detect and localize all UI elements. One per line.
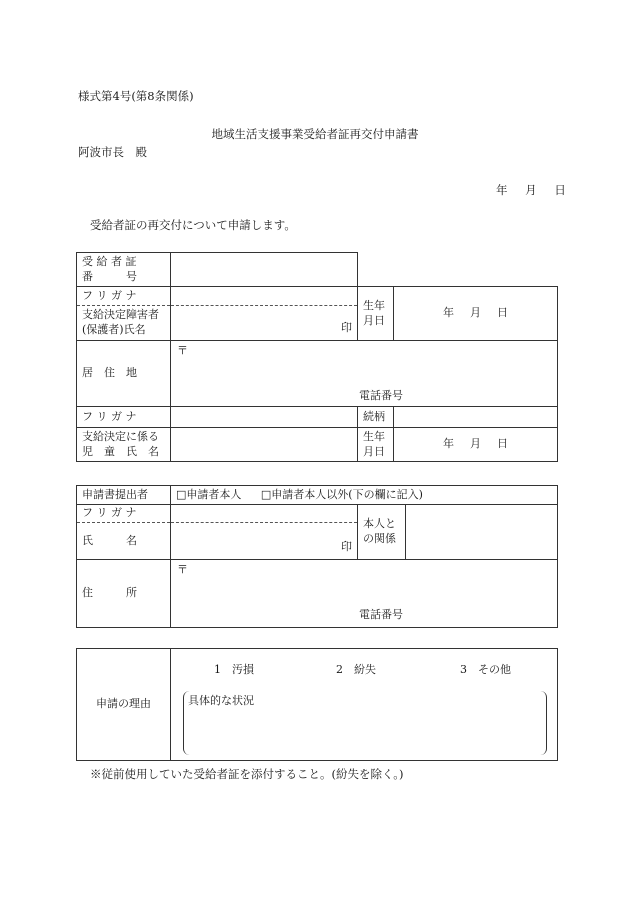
recipient-table [76,252,558,462]
postal-mark: 〒 [177,344,188,357]
seal-mark: 印 [341,321,352,335]
reason-table [76,648,558,761]
child-birth-label: 生年 月日 [358,428,394,462]
submitter-label: 申請書提出者 [77,486,171,505]
birth-label: 生年 月日 [358,287,394,341]
child-name-field[interactable] [171,428,358,462]
child-birth-date-field[interactable]: 年 月 日 [394,428,558,462]
phone-label: 電話番号 [359,389,403,402]
form-number: 様式第4号(第8条関係) [78,89,194,103]
submitter-table [76,485,558,628]
reason-label: 申請の理由 [77,649,171,761]
submitter-name-label: 氏 名 [77,523,171,560]
address-field[interactable] [171,341,558,407]
reason-option-soiled[interactable]: 1 汚損 [214,663,254,676]
postal-mark: 〒 [177,563,188,576]
relationship-field[interactable] [406,505,558,560]
furigana-label: フ リ ガ ナ [77,287,171,306]
reason-option-other[interactable]: 3 その他 [460,663,511,676]
phone-label: 電話番号 [359,608,403,621]
relation-label: 続柄 [358,407,394,428]
footnote: ※従前使用していた受給者証を添付すること。(紛失を除く。) [90,767,404,781]
intro-text: 受給者証の再交付について申請します。 [90,218,296,232]
option-self-checkbox[interactable]: □申請者本人 [176,487,242,501]
form-title: 地域生活支援事業受給者証再交付申請書 [211,127,419,141]
seal-mark: 印 [341,540,352,554]
guardian-name-field[interactable] [171,306,358,341]
reason-content [171,649,558,761]
reason-option-lost[interactable]: 2 紛失 [336,663,376,676]
guardian-name-label: 支給決定障害者 (保護者)氏名 [77,306,171,341]
addressee: 阿波市長 殿 [78,145,147,159]
submitter-name-field[interactable] [171,523,358,560]
birth-date-field[interactable]: 年 月 日 [394,287,558,341]
application-date: 年 月 日 [496,183,566,197]
details-label: 具体的な状況 [188,694,254,707]
child-name-label: 支給決定に係る 児 童 氏 名 [77,428,171,462]
option-other-checkbox[interactable]: □申請者本人以外(下の欄に記入) [260,487,423,501]
cert-number-label: 受 給 者 証 番 号 [77,253,171,287]
submitter-furigana-label: フ リ ガ ナ [77,505,171,523]
submitter-address-label: 住 所 [77,560,171,628]
submitter-options [171,486,558,505]
child-furigana-label: フ リ ガ ナ [77,407,171,428]
child-furigana-field[interactable] [171,407,358,428]
details-box[interactable] [183,691,547,755]
relationship-label: 本人と の関係 [358,505,406,560]
relation-field[interactable] [394,407,558,428]
cert-number-field[interactable] [171,253,358,287]
address-label: 居 住 地 [77,341,171,407]
submitter-address-field[interactable] [171,560,558,628]
submitter-furigana-field[interactable] [171,505,358,523]
furigana-field[interactable] [171,287,358,306]
